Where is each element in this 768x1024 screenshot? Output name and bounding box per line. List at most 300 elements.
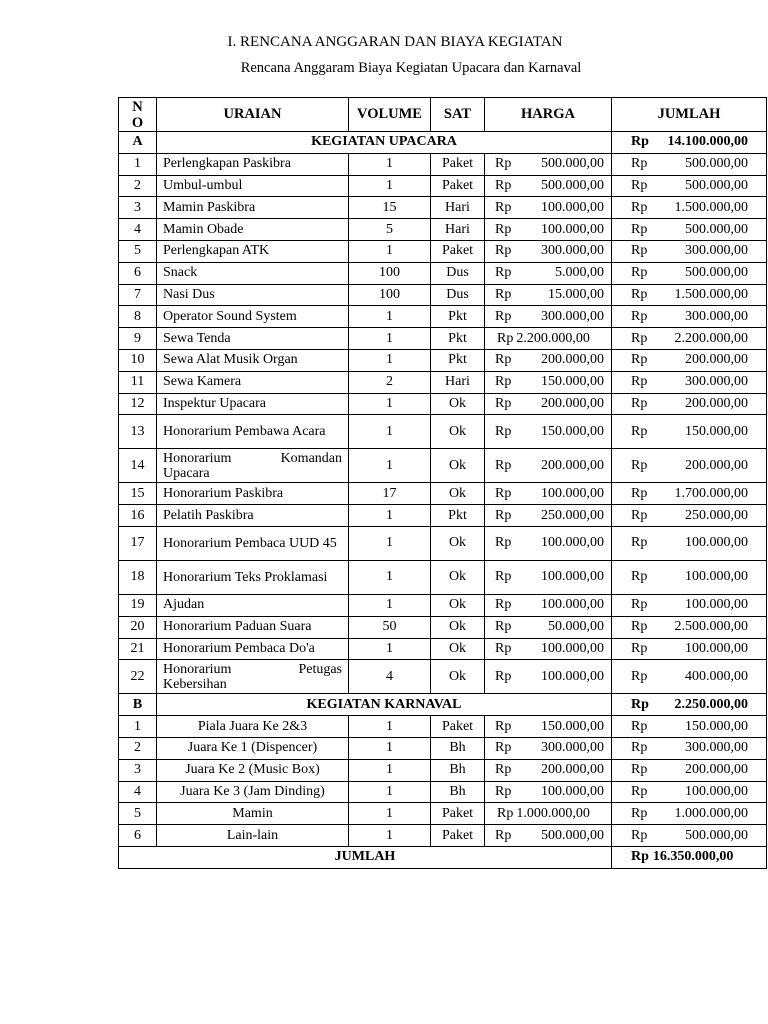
cell-sat: Dus [431, 262, 485, 284]
table-row [119, 526, 767, 560]
cell-harga [485, 219, 612, 241]
jumlah-value: 1.000.000,00 [674, 805, 748, 821]
jumlah-currency: Rp [631, 243, 648, 259]
cell-volume: 1 [349, 594, 431, 616]
cell-volume: 1 [349, 526, 431, 560]
cell-jumlah [612, 219, 767, 241]
harga-currency: Rp [495, 535, 512, 551]
cell-sat: Ok [431, 560, 485, 594]
harga-currency: Rp [495, 395, 512, 411]
harga-currency: Rp [495, 827, 512, 843]
cell-sat: Ok [431, 660, 485, 694]
cell-sat: Ok [431, 415, 485, 449]
jumlah-value: 500.000,00 [685, 265, 748, 281]
jumlah-currency: Rp [631, 783, 648, 799]
harga-value: 15.000,00 [548, 286, 604, 302]
header-uraian: URAIAN [157, 98, 349, 132]
cell-uraian: Mamin Paskibra [157, 197, 349, 219]
cell-harga [485, 449, 612, 483]
section-title: KEGIATAN UPACARA [157, 132, 612, 154]
jumlah-value: 500.000,00 [685, 827, 748, 843]
cell-sat: Pkt [431, 306, 485, 328]
cell-jumlah [612, 781, 767, 803]
jumlah-value: 300.000,00 [685, 243, 748, 259]
cell-sat: Hari [431, 197, 485, 219]
cell-no: 16 [119, 505, 157, 527]
cell-harga [485, 781, 612, 803]
cell-sat: Ok [431, 638, 485, 660]
cell-jumlah [612, 526, 767, 560]
cell-harga [485, 560, 612, 594]
cell-jumlah [612, 175, 767, 197]
cell-no: 17 [119, 526, 157, 560]
jumlah-currency: Rp [631, 619, 648, 635]
jumlah-currency: Rp [631, 640, 648, 656]
cell-no: 19 [119, 594, 157, 616]
harga-value: 50.000,00 [548, 619, 604, 635]
table-row [119, 262, 767, 284]
cell-uraian: Operator Sound System [157, 306, 349, 328]
jumlah-value: 100.000,00 [685, 569, 748, 585]
jumlah-currency: Rp [631, 740, 648, 756]
harga-currency: Rp [495, 457, 512, 473]
harga-value: 300.000,00 [541, 740, 604, 756]
cell-jumlah [612, 759, 767, 781]
jumlah-value: 200.000,00 [685, 457, 748, 473]
document-subtitle: Rencana Anggaram Biaya Kegiatan Upacara dan Karnaval [240, 60, 582, 76]
jumlah-value: 150.000,00 [685, 718, 748, 734]
cell-volume: 1 [349, 240, 431, 262]
cell-harga [485, 197, 612, 219]
cell-uraian: Sewa Alat Musik Organ [157, 349, 349, 371]
cell-no: 9 [119, 328, 157, 350]
cell-harga [485, 737, 612, 759]
harga-value: 500.000,00 [541, 177, 604, 193]
cell-sat: Hari [431, 219, 485, 241]
jumlah-value: 500.000,00 [685, 221, 748, 237]
jumlah-value: 500.000,00 [685, 177, 748, 193]
cell-sat: Bh [431, 737, 485, 759]
table-row [119, 737, 767, 759]
cell-uraian: Pelatih Paskibra [157, 505, 349, 527]
table-row [119, 825, 767, 847]
harga-value: 100.000,00 [541, 783, 604, 799]
cell-no: 2 [119, 175, 157, 197]
cell-volume: 1 [349, 393, 431, 415]
cell-uraian: Juara Ke 2 (Music Box) [157, 759, 349, 781]
cell-uraian: Umbul-umbul [157, 175, 349, 197]
section-total-currency: Rp [631, 134, 649, 150]
jumlah-currency: Rp [631, 827, 648, 843]
table-row [119, 803, 767, 825]
harga-value: 1.000.000,00 [516, 805, 590, 821]
harga-currency: Rp [495, 286, 512, 302]
jumlah-value: 100.000,00 [685, 597, 748, 613]
cell-jumlah [612, 284, 767, 306]
cell-jumlah [612, 594, 767, 616]
jumlah-currency: Rp [631, 805, 648, 821]
table-row [119, 393, 767, 415]
cell-harga [485, 284, 612, 306]
cell-no: 3 [119, 759, 157, 781]
cell-uraian: Sewa Tenda [157, 328, 349, 350]
cell-volume: 1 [349, 803, 431, 825]
cell-jumlah [612, 660, 767, 694]
harga-currency: Rp [495, 668, 512, 684]
cell-uraian: Perlengkapan ATK [157, 240, 349, 262]
harga-value: 100.000,00 [541, 569, 604, 585]
budget-table [118, 97, 767, 869]
grand-total [612, 846, 767, 868]
cell-harga [485, 616, 612, 638]
jumlah-currency: Rp [631, 762, 648, 778]
cell-no: 7 [119, 284, 157, 306]
jumlah-value: 200.000,00 [685, 762, 748, 778]
jumlah-currency: Rp [631, 199, 648, 215]
cell-uraian: Juara Ke 1 (Dispencer) [157, 737, 349, 759]
jumlah-value: 100.000,00 [685, 535, 748, 551]
cell-jumlah [612, 240, 767, 262]
cell-uraian: Mamin [157, 803, 349, 825]
cell-jumlah [612, 415, 767, 449]
harga-currency: Rp [495, 783, 512, 799]
cell-volume: 1 [349, 415, 431, 449]
header-sat: SAT [431, 98, 485, 132]
cell-jumlah [612, 616, 767, 638]
table-header-row [119, 98, 767, 132]
cell-no: 1 [119, 716, 157, 738]
harga-currency: Rp [495, 619, 512, 635]
jumlah-value: 2.200.000,00 [674, 330, 748, 346]
table-row [119, 415, 767, 449]
cell-uraian: Mamin Obade [157, 219, 349, 241]
cell-jumlah [612, 505, 767, 527]
grand-total-value: 16.350.000,00 [652, 849, 734, 865]
cell-harga [485, 240, 612, 262]
cell-jumlah [612, 371, 767, 393]
cell-harga [485, 759, 612, 781]
jumlah-currency: Rp [631, 597, 648, 613]
harga-currency: Rp [495, 374, 512, 390]
cell-volume: 1 [349, 759, 431, 781]
jumlah-value: 100.000,00 [685, 783, 748, 799]
jumlah-value: 100.000,00 [685, 640, 748, 656]
harga-value: 100.000,00 [541, 485, 604, 501]
harga-value: 200.000,00 [541, 457, 604, 473]
harga-currency: Rp [495, 485, 512, 501]
harga-currency: Rp [495, 177, 512, 193]
harga-value: 100.000,00 [541, 199, 604, 215]
cell-volume: 2 [349, 371, 431, 393]
cell-harga [485, 393, 612, 415]
section-total-value: 2.250.000,00 [674, 696, 748, 712]
jumlah-value: 150.000,00 [685, 423, 748, 439]
harga-value: 100.000,00 [541, 640, 604, 656]
harga-currency: Rp [495, 640, 512, 656]
table-row [119, 371, 767, 393]
cell-jumlah [612, 153, 767, 175]
cell-harga [485, 349, 612, 371]
table-row [119, 660, 767, 694]
cell-volume: 1 [349, 306, 431, 328]
cell-volume: 1 [349, 560, 431, 594]
cell-volume: 1 [349, 781, 431, 803]
cell-volume: 100 [349, 262, 431, 284]
cell-no: 5 [119, 803, 157, 825]
cell-jumlah [612, 393, 767, 415]
section-row-a [119, 132, 767, 154]
jumlah-currency: Rp [631, 265, 648, 281]
cell-harga [485, 262, 612, 284]
cell-harga [485, 825, 612, 847]
jumlah-value: 300.000,00 [685, 740, 748, 756]
cell-harga [485, 505, 612, 527]
harga-currency: Rp [497, 330, 514, 346]
jumlah-currency: Rp [631, 423, 648, 439]
harga-currency: Rp [495, 156, 512, 172]
harga-value: 100.000,00 [541, 668, 604, 684]
cell-volume: 1 [349, 349, 431, 371]
jumlah-value: 1.500.000,00 [674, 199, 748, 215]
table-row [119, 153, 767, 175]
jumlah-value: 2.500.000,00 [674, 619, 748, 635]
jumlah-currency: Rp [631, 718, 648, 734]
jumlah-value: 1.500.000,00 [674, 286, 748, 302]
cell-no: 10 [119, 349, 157, 371]
section-code: B [119, 694, 157, 716]
harga-currency: Rp [495, 265, 512, 281]
cell-sat: Bh [431, 759, 485, 781]
cell-harga [485, 594, 612, 616]
cell-harga [485, 638, 612, 660]
table-row [119, 505, 767, 527]
cell-no: 13 [119, 415, 157, 449]
cell-sat: Dus [431, 284, 485, 306]
harga-value: 500.000,00 [541, 827, 604, 843]
section-total [612, 132, 767, 154]
jumlah-currency: Rp [631, 330, 648, 346]
cell-uraian: Honorarium Pembaca UUD 45 [157, 526, 349, 560]
harga-value: 5.000,00 [555, 265, 604, 281]
cell-no: 11 [119, 371, 157, 393]
cell-sat: Paket [431, 825, 485, 847]
cell-sat: Paket [431, 716, 485, 738]
cell-sat: Pkt [431, 505, 485, 527]
header-jumlah: JUMLAH [612, 98, 767, 132]
cell-sat: Paket [431, 175, 485, 197]
section-total-value: 14.100.000,00 [667, 134, 748, 150]
header-volume: VOLUME [349, 98, 431, 132]
table-row [119, 638, 767, 660]
cell-uraian: Honorarium Paskibra [157, 483, 349, 505]
cell-harga [485, 306, 612, 328]
table-row [119, 197, 767, 219]
jumlah-currency: Rp [631, 535, 648, 551]
harga-value: 2.200.000,00 [516, 330, 590, 346]
cell-sat: Hari [431, 371, 485, 393]
jumlah-currency: Rp [631, 395, 648, 411]
cell-volume: 1 [349, 825, 431, 847]
cell-sat: Ok [431, 526, 485, 560]
cell-jumlah [612, 328, 767, 350]
cell-volume: 1 [349, 328, 431, 350]
jumlah-currency: Rp [631, 352, 648, 368]
cell-jumlah [612, 737, 767, 759]
cell-uraian: Honorarium Teks Proklamasi [157, 560, 349, 594]
cell-no: 2 [119, 737, 157, 759]
jumlah-value: 250.000,00 [685, 507, 748, 523]
jumlah-value: 1.700.000,00 [674, 485, 748, 501]
cell-volume: 1 [349, 716, 431, 738]
cell-jumlah [612, 638, 767, 660]
harga-currency: Rp [495, 762, 512, 778]
harga-currency: Rp [495, 352, 512, 368]
jumlah-currency: Rp [631, 569, 648, 585]
cell-jumlah [612, 716, 767, 738]
table-row [119, 240, 767, 262]
harga-value: 150.000,00 [541, 718, 604, 734]
harga-value: 200.000,00 [541, 762, 604, 778]
cell-no: 1 [119, 153, 157, 175]
table-row [119, 560, 767, 594]
cell-sat: Ok [431, 393, 485, 415]
table-row [119, 349, 767, 371]
table-row [119, 616, 767, 638]
harga-value: 100.000,00 [541, 535, 604, 551]
cell-sat: Ok [431, 616, 485, 638]
cell-jumlah [612, 803, 767, 825]
cell-harga [485, 371, 612, 393]
jumlah-currency: Rp [631, 374, 648, 390]
cell-uraian: Honorarium Pembawa Acara [157, 415, 349, 449]
jumlah-currency: Rp [631, 507, 648, 523]
jumlah-currency: Rp [631, 177, 648, 193]
cell-no: 8 [119, 306, 157, 328]
harga-currency: Rp [495, 569, 512, 585]
grand-total-label: JUMLAH [119, 846, 612, 868]
cell-sat: Ok [431, 483, 485, 505]
jumlah-currency: Rp [631, 668, 648, 684]
table-row [119, 759, 767, 781]
cell-volume: 1 [349, 449, 431, 483]
header-no [119, 98, 157, 132]
harga-currency: Rp [495, 740, 512, 756]
cell-sat: Paket [431, 240, 485, 262]
harga-currency: Rp [495, 718, 512, 734]
harga-currency: Rp [495, 308, 512, 324]
jumlah-currency: Rp [631, 485, 648, 501]
cell-sat: Ok [431, 594, 485, 616]
cell-uraian: Honorarium Paduan Suara [157, 616, 349, 638]
jumlah-value: 400.000,00 [685, 668, 748, 684]
cell-jumlah [612, 825, 767, 847]
cell-no: 22 [119, 660, 157, 694]
cell-uraian: Sewa Kamera [157, 371, 349, 393]
jumlah-currency: Rp [631, 308, 648, 324]
harga-currency: Rp [495, 507, 512, 523]
table-row [119, 781, 767, 803]
cell-no: 21 [119, 638, 157, 660]
cell-uraian: Inspektur Upacara [157, 393, 349, 415]
cell-no: 5 [119, 240, 157, 262]
harga-currency: Rp [497, 805, 514, 821]
cell-uraian: Ajudan [157, 594, 349, 616]
cell-harga [485, 415, 612, 449]
cell-volume: 50 [349, 616, 431, 638]
cell-volume: 1 [349, 153, 431, 175]
grand-total-row [119, 846, 767, 868]
table-row [119, 306, 767, 328]
cell-uraian: Nasi Dus [157, 284, 349, 306]
table-row [119, 219, 767, 241]
table-row [119, 284, 767, 306]
harga-value: 300.000,00 [541, 308, 604, 324]
cell-no: 4 [119, 781, 157, 803]
document-title: I. RENCANA ANGGARAN DAN BIAYA KEGIATAN [227, 34, 563, 50]
cell-jumlah [612, 560, 767, 594]
cell-no: 6 [119, 262, 157, 284]
grand-total-currency: Rp [631, 849, 649, 865]
header-no-text: N O [131, 98, 144, 131]
cell-no: 6 [119, 825, 157, 847]
cell-jumlah [612, 449, 767, 483]
jumlah-currency: Rp [631, 156, 648, 172]
cell-volume: 17 [349, 483, 431, 505]
cell-no: 4 [119, 219, 157, 241]
cell-volume: 15 [349, 197, 431, 219]
table-row [119, 716, 767, 738]
harga-value: 300.000,00 [541, 243, 604, 259]
cell-harga [485, 660, 612, 694]
cell-harga [485, 716, 612, 738]
cell-uraian: Snack [157, 262, 349, 284]
cell-uraian: Piala Juara Ke 2&3 [157, 716, 349, 738]
cell-harga [485, 153, 612, 175]
cell-jumlah [612, 349, 767, 371]
harga-value: 100.000,00 [541, 221, 604, 237]
jumlah-value: 200.000,00 [685, 395, 748, 411]
cell-uraian: Juara Ke 3 (Jam Dinding) [157, 781, 349, 803]
harga-currency: Rp [495, 597, 512, 613]
harga-currency: Rp [495, 221, 512, 237]
table-row [119, 328, 767, 350]
cell-uraian: Perlengkapan Paskibra [157, 153, 349, 175]
jumlah-currency: Rp [631, 286, 648, 302]
cell-sat: Pkt [431, 349, 485, 371]
harga-value: 250.000,00 [541, 507, 604, 523]
cell-uraian: Lain-lain [157, 825, 349, 847]
cell-no: 15 [119, 483, 157, 505]
harga-value: 100.000,00 [541, 597, 604, 613]
cell-harga [485, 328, 612, 350]
cell-jumlah [612, 306, 767, 328]
cell-volume: 100 [349, 284, 431, 306]
jumlah-currency: Rp [631, 221, 648, 237]
harga-currency: Rp [495, 423, 512, 439]
harga-currency: Rp [495, 199, 512, 215]
table-row [119, 449, 767, 483]
cell-volume: 1 [349, 505, 431, 527]
section-title: KEGIATAN KARNAVAL [157, 694, 612, 716]
section-total [612, 694, 767, 716]
cell-harga [485, 526, 612, 560]
cell-harga [485, 803, 612, 825]
cell-sat: Paket [431, 803, 485, 825]
harga-value: 500.000,00 [541, 156, 604, 172]
harga-value: 200.000,00 [541, 395, 604, 411]
section-total-currency: Rp [631, 696, 649, 712]
jumlah-value: 300.000,00 [685, 374, 748, 390]
